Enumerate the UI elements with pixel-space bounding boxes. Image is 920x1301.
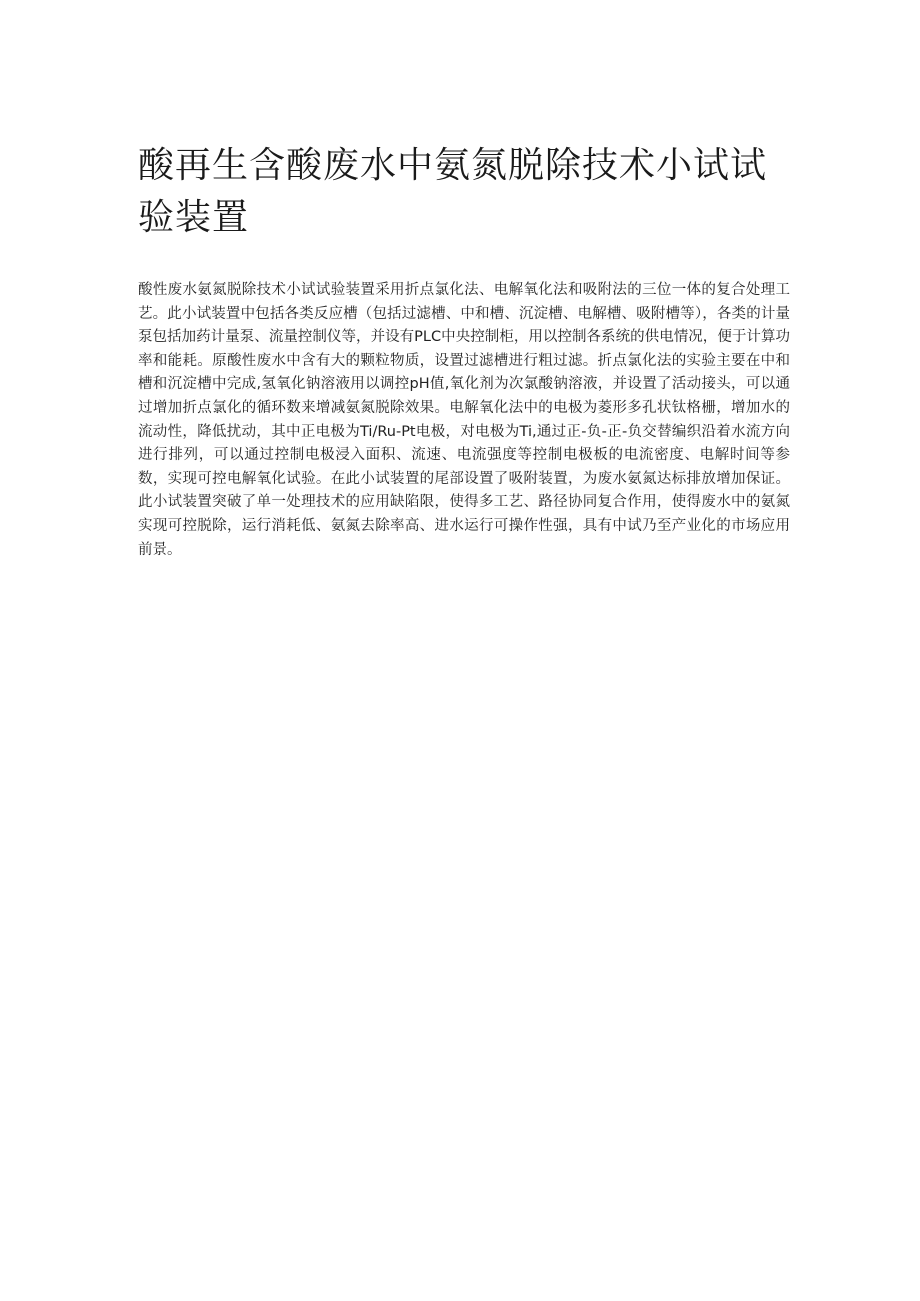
document-body-paragraph: 酸性废水氨氮脱除技术小试试验装置采用折点氯化法、电解氧化法和吸附法的三位一体的复合处理工艺。此小试装置中包括各类反应槽（包括过滤槽、中和槽、沉淀槽、电解槽、吸附槽等），各类的计量泵包括加药计量泵、流量控制仪等，并设有PLC中央控制柜，用以控制各系统的供电情况，便于计算功率和能耗。原酸性废水中含有大的颗粒物质，设置过滤槽进行粗过滤。折点氯化法的实验主要在中和槽和沉淀槽中完成,氢氧化钠溶液用以调控pH值,氧化剂为次氯酸钠溶液，并设置了活动接头，可以通过增加折点氯化的循环数来增减氨氮脱除效果。电解氧化法中的电极为菱形多孔状钛格栅，增加水的流动性，降低扰动，其中正电极为Ti/Ru-Pt电极，对电极为Ti,通过正-负-正-负交替编织沿着水流方向进行排列，可以通过控制电极浸入面积、流速、电流强度等控制电极板的电流密度、电解时间等参数，实现可控电解氧化试验。在此小试装置的尾部设置了吸附装置，为废水氨氮达标排放增加保证。此小试装置突破了单一处理技术的应用缺陷限，使得多工艺、路径协同复合作用，使得废水中的氨氮实现可控脱除，运行消耗低、氨氮去除率高、进水运行可操作性强，具有中试乃至产业化的市场应用前景。 — [138, 282, 790, 558]
document-title: 酸再生含酸废水中氨氮脱除技术小试试验装置 — [138, 145, 768, 238]
